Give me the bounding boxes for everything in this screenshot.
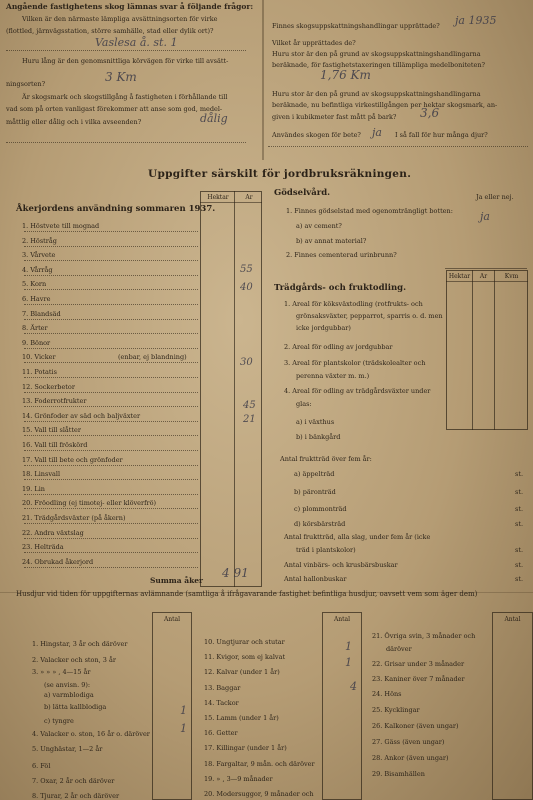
- husdjur-row: däröver: [386, 645, 412, 653]
- tradgard-item: b) i bänkgård: [296, 433, 341, 441]
- forest-r3-answer: 1,76 Km: [320, 68, 371, 82]
- col-hektar: Hektar: [207, 194, 229, 201]
- forest-r3: Huru stor är den på grund av skogsuppskattningshandlingarna: [272, 50, 481, 58]
- husdjur-col2-box: [322, 612, 362, 800]
- tradgard-item: 1. Areal för köksväxtodling (rotfrukts- och: [284, 300, 423, 308]
- akerjord-row: 20. Fröodling (ej timotej- eller klöverfrö): [22, 499, 157, 508]
- husdjur-row: 4. Valacker o. ston, 16 år o. däröver: [32, 730, 150, 738]
- fold-line: [262, 0, 264, 160]
- forest-questions-title: Angående fastighetens skog lämnas svar å följande frågor:: [6, 2, 254, 11]
- forest-r2: Vilket år upprättades de?: [272, 39, 356, 47]
- husdjur-row: 23. Kaniner över 7 månader: [372, 675, 465, 683]
- husdjur-row: 14. Tackor: [204, 698, 239, 707]
- frukt-row: Antal vinbärs- och krusbärsbuskar: [284, 561, 398, 569]
- tradgard-table: [446, 270, 528, 430]
- akerjord-row: 5. Korn: [22, 280, 47, 289]
- akerjord-row: 10. Vicker: [22, 353, 56, 362]
- akerjord-row: 13. Foderrotfrukter: [22, 397, 87, 406]
- forest-r4-answer: 3,6: [420, 106, 440, 120]
- husdjur-row: 18. Fargaltar, 9 mån. och däröver: [204, 759, 315, 768]
- value-kvigor: 1: [345, 640, 352, 653]
- forest-r4-cont: beräknade, nu befintliga virkestillgången per hektar skogsmark, an-: [272, 101, 498, 109]
- tradgard-item: glas:: [296, 400, 312, 408]
- akerjord-row: 23. Helträda: [22, 543, 64, 552]
- value-baggar: 4: [350, 680, 357, 693]
- forest-r5: Användes skogen för bete?: [272, 131, 361, 139]
- row-line: [24, 465, 198, 466]
- akerjord-row: 12. Sockerbetor: [22, 382, 75, 391]
- frukt-row: d) körsbärsträd: [294, 520, 346, 528]
- main-title: Uppgifter särskilt för jordbruksräkningen.: [148, 168, 412, 180]
- forest-r5-answer: ja: [372, 126, 382, 139]
- husdjur-title: Husdjur vid tiden för uppgifternas avlämnande (samtliga å ifrågavarande fastighet befintliga husdjur, oavsett vem som äger dem): [16, 590, 478, 598]
- unit-st: st.: [515, 488, 524, 496]
- row-line: [24, 479, 198, 480]
- akerjord-row: 24. Obrukad åkerjord: [22, 557, 94, 566]
- husdjur-row: 26. Kalkoner (även ungar): [372, 722, 459, 730]
- husdjur-row: 20. Modersuggor, 9 månader och: [204, 790, 314, 798]
- frukt-row: träd i plantskolor): [296, 546, 356, 554]
- forest-r4-cont2: given i kubikmeter fast mått på bark?: [272, 113, 397, 121]
- forest-q3-cont: vad som på orten vanligast förekommer att anse som god, medel-: [6, 105, 223, 113]
- tradgard-item: a) i växthus: [296, 418, 335, 426]
- godsel-q2: 2. Finnes cementerad urinbrunn?: [286, 251, 397, 259]
- frukt-row: c) plommonträd: [294, 505, 347, 513]
- row-line: [24, 333, 198, 334]
- row-line: [24, 508, 198, 509]
- husdjur-col3-box: [492, 612, 533, 800]
- godsel-q1b: b) av annat material?: [296, 237, 367, 245]
- unit-st: st.: [515, 505, 524, 513]
- row-line: [24, 304, 198, 305]
- husdjur-row: 21. Övriga svin, 3 månader och: [372, 632, 476, 640]
- tradgard-item: grönsaksväxter, pepparrot, sparris o. d. men: [296, 312, 443, 320]
- godselvard-title: Gödselvård.: [274, 188, 331, 198]
- row-line: [24, 319, 198, 320]
- forest-a2: 3 Km: [105, 70, 137, 84]
- husdjur-row: (se anvisn. 9):: [44, 681, 91, 689]
- akerjord-row: 2. Höstråg: [22, 236, 57, 245]
- husdjur-row: 27. Gäss (även ungar): [372, 738, 445, 746]
- unit-st: st.: [515, 561, 524, 569]
- tradgard-title: Trädgårds- och fruktodling.: [274, 283, 407, 293]
- row-line: [24, 392, 198, 393]
- row-line: [24, 494, 198, 495]
- akerjord-row: 8. Ärter: [22, 324, 48, 333]
- forest-q1: Vilken är den närmaste lämpliga avsättningsorten för virke: [22, 15, 218, 23]
- akerjord-row: 9. Bönor: [22, 338, 51, 347]
- forest-q2: Huru lång är den genomsnittliga körvägen för virke till avsätt-: [22, 57, 229, 65]
- akerjord-row: 1. Höstvete till mognad: [22, 222, 100, 230]
- row-line: [24, 435, 198, 436]
- header-divider: [200, 202, 262, 203]
- forest-r1-answer: ja 1935: [455, 14, 497, 27]
- row-line: [24, 362, 198, 363]
- husdjur-row: 28. Ankor (även ungar): [372, 754, 449, 762]
- akerjord-row: 14. Grönfoder av säd och baljväxter: [22, 411, 141, 420]
- tradgard-item: 3. Areal för plantskolor (trädskolealter och: [284, 359, 426, 367]
- husdjur-row: 8. Tjurar, 2 år och däröver: [32, 792, 120, 800]
- husdjur-row: 7. Oxar, 2 år och däröver: [32, 777, 115, 785]
- answer-line: [268, 146, 528, 147]
- ja-nej-header: Ja eller nej.: [476, 193, 514, 201]
- tradgard-item: perenna växter m. m.): [296, 372, 370, 380]
- answer-line: [6, 50, 246, 51]
- husdjur-row: a) varmblodiga: [44, 691, 94, 699]
- husdjur-row: 25. Kycklingar: [372, 706, 420, 714]
- akerjord-row: 7. Blandsäd: [22, 309, 61, 318]
- row-line: [24, 523, 198, 524]
- husdjur-row: 19. » , 3—9 månader: [204, 774, 273, 783]
- summa-aker-value: 4 91: [222, 566, 249, 580]
- value-vall: 21: [243, 414, 256, 425]
- row-line: [24, 538, 198, 539]
- husdjur-row: 10. Ungtjurar och stutar: [204, 638, 285, 646]
- row-line: [24, 421, 198, 422]
- unit-st: st.: [515, 575, 524, 583]
- divider: [445, 268, 527, 269]
- akerjord-row: 15. Vall till slåtter: [22, 426, 81, 435]
- husdjur-row: 11. Kvigor, som ej kalvat: [204, 653, 286, 662]
- frukt-title: Antal fruktträd över fem år:: [280, 455, 372, 463]
- antal-header: Antal: [333, 616, 351, 623]
- husdjur-row: 2. Valacker och ston, 3 år: [32, 656, 116, 664]
- column-divider: [234, 191, 235, 587]
- husdjur-row: 16. Getter: [204, 729, 238, 738]
- row-line: [24, 348, 198, 349]
- unit-st: st.: [515, 546, 524, 554]
- row-line: [24, 552, 198, 553]
- col-hektar: Hektar: [448, 273, 471, 280]
- antal-header: Antal: [163, 616, 181, 623]
- tradgard-item: 4. Areal för odling av trädgårdsväxter under: [284, 387, 431, 395]
- col-ar: Ar: [479, 273, 488, 280]
- akerjord-row: 19. Lin: [22, 484, 45, 493]
- value-valacker-16: 1: [180, 722, 187, 735]
- antal-header: Antal: [504, 616, 521, 623]
- husdjur-row: 15. Lamm (under 1 år): [204, 714, 279, 722]
- column-divider: [472, 270, 473, 430]
- husdjur-row: 6. Föl: [32, 762, 51, 770]
- row-line: [24, 289, 198, 290]
- row-line: [24, 406, 198, 407]
- husdjur-row: 3. » » » , 4—15 år: [32, 668, 91, 676]
- husdjur-row: c) tyngre: [44, 717, 74, 725]
- husdjur-row: 12. Kalvar (under 1 år): [204, 668, 280, 677]
- unit-st: st.: [515, 470, 524, 478]
- row-line: [24, 567, 198, 568]
- forest-r5-cont: I så fall för hur många djur?: [395, 131, 488, 139]
- value-potatis: 30: [240, 357, 253, 368]
- akerjord-title: Åkerjordens användning sommaren 1937.: [16, 204, 216, 214]
- forest-q1-cont: (flottled, järnvägsstation, större samhälle, stad eller dylik ort)?: [6, 27, 214, 35]
- akerjord-row: 11. Potatis: [22, 368, 57, 376]
- header-divider: [446, 281, 528, 282]
- forest-q3: Är skogsmark och skogstillgång å fastigheten i förhållande till: [22, 93, 228, 101]
- col-ar: Ar: [245, 194, 253, 201]
- unit-st: st.: [515, 520, 524, 528]
- vicker-note: (enbar, ej blandning): [118, 353, 187, 361]
- row-line: [24, 377, 198, 378]
- husdjur-row: 22. Grisar under 3 månader: [372, 660, 465, 668]
- value-gronfoder: 45: [243, 400, 256, 411]
- col-kvm: Kvm: [504, 273, 519, 280]
- forest-q2-cont: ningsorten?: [6, 80, 46, 88]
- value-korn: 40: [240, 282, 253, 293]
- akerjord-row: 6. Havre: [22, 295, 51, 303]
- row-line: [24, 260, 198, 261]
- forest-r4: Huru stor är den på grund av skogsuppskattningshandlingarna: [272, 90, 481, 98]
- akerjord-row: 17. Vall till bete och grönfoder: [22, 455, 123, 464]
- tradgard-item: icke jordgubbar): [296, 324, 351, 332]
- husdjur-row: 17. Killingar (under 1 år): [204, 744, 287, 753]
- frukt-row: a) äppelträd: [294, 470, 335, 478]
- godsel-q1: 1. Finnes gödselstad med ogenomträngligt botten:: [286, 207, 453, 215]
- akerjord-row: 18. Linsvall: [22, 470, 61, 479]
- akerjord-table: [200, 191, 262, 587]
- forest-a1: Vaslesa å. st. 1: [95, 36, 178, 49]
- husdjur-row: b) lätta kallblodiga: [44, 703, 107, 711]
- akerjord-row: 4. Vårråg: [22, 265, 53, 274]
- summa-aker-label: Summa åker: [150, 576, 203, 585]
- value-tyngre: 1: [180, 704, 187, 717]
- answer-line: [6, 142, 246, 143]
- husdjur-row: 13. Baggar: [204, 683, 241, 692]
- akerjord-row: 16. Vall till fröskörd: [22, 441, 88, 449]
- husdjur-row: 5. Unghästar, 1—2 år: [32, 745, 103, 753]
- forest-r3-cont: beräknade, för fastighetstaxeringen tillämpliga medelboniteten?: [272, 61, 486, 69]
- frukt-row: Antal fruktträd, alla slag, under fem år (icke: [284, 533, 431, 541]
- row-line: [24, 231, 198, 232]
- tradgard-item: 2. Areal för odling av jordgubbar: [284, 343, 393, 351]
- row-line: [24, 275, 198, 276]
- akerjord-row: 21. Trädgårdsväxter (på åkern): [22, 514, 126, 522]
- frukt-row: Antal hallonbuskar: [284, 575, 347, 583]
- husdjur-row: 1. Hingstar, 3 år och däröver: [32, 640, 128, 648]
- value-kalvar: 1: [345, 656, 352, 669]
- row-line: [24, 450, 198, 451]
- akerjord-row: 22. Andra växtslag: [22, 528, 84, 537]
- godsel-q1a: a) av cement?: [296, 222, 342, 230]
- forest-a3: dålig: [200, 112, 228, 125]
- husdjur-row: 24. Höns: [372, 690, 402, 698]
- forest-q3-cont2: måttlig eller dålig och i vilka avseenden?: [6, 118, 142, 126]
- husdjur-row: 29. Bisamhällen: [372, 770, 425, 778]
- godsel-a1a: ja: [480, 210, 490, 223]
- frukt-row: b) päronträd: [294, 488, 336, 496]
- akerjord-row: 3. Vårvete: [22, 251, 56, 260]
- column-divider: [494, 270, 495, 430]
- value-varrag: 55: [240, 264, 253, 275]
- forest-r1: Finnes skogsuppskattningshandlingar upprättade?: [272, 22, 440, 30]
- row-line: [24, 246, 198, 247]
